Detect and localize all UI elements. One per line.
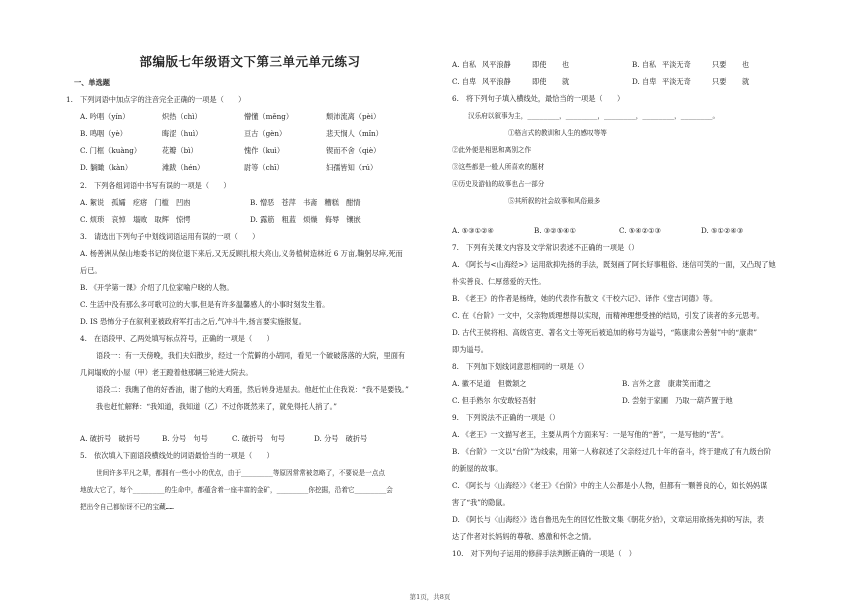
question-1: 1. 下列词语中加点字的注音完全正确的一项是（ ）	[66, 95, 246, 104]
q2-option-a: A. 絮说 孤孀 疙瘩 门槛 凹凼	[80, 198, 191, 207]
q5-option-d: D. 自卑 平淡无奇 只要 就	[632, 77, 750, 86]
q2-option-d: D. 露筋 粗蓝 烦燥 侮辱 镶嵌	[250, 215, 361, 224]
q4-passage-line: 语段二：我瞧了他的好香油，谢了他的大鸡蛋，然后转身进屋去。他赶忙止住我说：“我不是要钱。”	[96, 385, 409, 394]
q6-blank-line: 汉乐府以叙事为主，________，________，________，________，________。	[468, 112, 720, 120]
question-8: 8. 下列加下划线词意思相同的一项是（）	[452, 362, 589, 371]
q9-option-a: A. 《老王》一文描写老王，主要从两个方面来写：一是写他的“善”，一是写他的“苦”。	[452, 430, 729, 439]
q7-option-d: D. 古代王侯将相、高级官吏、著名文士等死后被追加的称号为谥号，“陈康肃公善射”中的“康肃”	[452, 328, 758, 337]
q4-passage-line: 几间塌败的小屋（甲）老王蹬着他那辆三轮进大院去。	[80, 368, 253, 377]
q1-option-b: B. 鸣咽（yè） 晦涩（huì） 亘古（gèn） 悲天悯人（mǐn）	[80, 129, 383, 138]
question-6: 6. 将下列句子填入横线处，最恰当的一项是（ ）	[452, 94, 625, 103]
question-2: 2. 下列各组词语中书写有误的一项是（ ）	[80, 181, 231, 190]
q5-option-a: A. 自私 风平浪静 即使 也	[452, 60, 570, 69]
q8-options-ab: A. 徽不足道 但微颔之 B. 言外之意 康肃笑而遣之	[452, 379, 711, 388]
q7-option-b: B. 《老王》的作者是杨绛，她的代表作有散文《干校六记》、译作《堂吉诃德》等。	[452, 294, 718, 303]
question-5: 5. 依次填入下面语段横线处的词语最恰当的一项是（ ）	[80, 451, 274, 460]
q6-sentence-4: ④历史及游仙的故事也占一部分	[452, 180, 545, 188]
question-3: 3. 请选出下列句子中划线词语运用有误的一项（ ）	[80, 232, 260, 241]
q1-option-a: A. 吟唱（yín） 炽热（chì） 懵懂（měng） 颓沛流离（pèi）	[80, 112, 381, 121]
question-9: 9. 下列说法不正确的一项是（）	[452, 413, 560, 422]
q9-option-b-cont: 的新屋的故事。	[452, 464, 503, 473]
q9-option-b: B. 《台阶》一文以“台阶”为线索，用第一人称叙述了父亲经过几十年的奋斗，终于建成了有九级台阶	[452, 447, 772, 456]
q8-options-cd: C. 但手熟尔 尔安敢轻吾射 D. 尝射于家圃 乃取一葫芦置于地	[452, 396, 733, 405]
q5-passage-line: 世间许多平凡之辈，都拥有一些小小的优点，由于________等原因常常被忽略了，不要说是一点点	[96, 469, 385, 477]
q5-passage-line: 把出令自己都惊讶不已的宝藏……	[80, 503, 174, 511]
q3-option-a-cont: 后已。	[80, 266, 102, 275]
q2-option-c: C. 烦琐 哀悼 塌败 取辉 惊愕	[80, 215, 191, 224]
q5-passage-line: 地放大它了，每个________的生命中，都蕴含着一座丰富的金矿，________你挖掘，沿着它________会	[80, 486, 393, 494]
q6-options: A. ⑤③①②④ B. ③②⑤④① C. ⑤④②①③ D. ⑤①②④③	[452, 226, 744, 235]
q6-sentence-3: ③这些都是一般人所喜欢的题材	[452, 163, 545, 171]
q2-option-b: B. 憎恶 苍萍 书斋 糟糕 酣情	[250, 198, 361, 207]
q4-passage-line: 我也赶忙解释：“我知道，我知道（乙）不过你既然来了，就免得托人捎了。”	[96, 402, 337, 411]
q7-option-d-cont: 即为谥号。	[452, 345, 488, 354]
q6-sentence-5: ⑤其所叙的社会故事和风俗最多	[508, 197, 601, 205]
q3-option-b: B. 《开学第一课》介绍了几位家喻户晓的人物。	[80, 283, 234, 292]
q4-passage-line: 语段一：有一天傍晚，我们夫妇散步，经过一个荒僻的小胡同，看见一个破破落落的大院，里面有	[96, 351, 406, 360]
q7-option-a: A. 《阿长与<山海经>》运用欲抑先扬的手法，既刻画了阿长好事粗俗、迷信可笑的一面，又凸现了她	[452, 260, 776, 269]
q9-option-d-cont: 达了作者对长妈妈的尊敬、感激和怀念之情。	[452, 532, 596, 541]
page-footer: 第1页，共8页	[409, 593, 451, 601]
question-7: 7. 下列有关课文内容及文学常识表述不正确的一项是（）	[452, 243, 639, 252]
q9-option-c: C. 《阿长与〈山海经〉》《老王》《台阶》中的主人公都是小人物，但都有一颗善良的心，如长妈妈谋	[452, 481, 768, 490]
q5-option-b: B. 自私 平淡无奇 只要 也	[632, 60, 750, 69]
section-heading: 一、单选题	[74, 78, 110, 87]
q5-option-c: C. 自卑 风平浪静 即使 就	[452, 77, 570, 86]
q1-option-c: C. 门框（kuàng） 花瓣（bì） 愧作（kuì） 锲而不舍（qiè）	[80, 146, 381, 155]
q7-option-a-cont: 朴实善良、仁厚慈爱的天性。	[452, 277, 546, 286]
question-10: 10. 对下列句子运用的修辞手法判断正确的一项是（ ）	[452, 549, 636, 558]
q9-option-d: D. 《阿长与〈山海经〉》选自鲁迅先生的回忆性散文集《朝花夕拾》，文章运用欲扬先抑的写法，表	[452, 515, 764, 524]
q1-option-d: D. 躺瞰（kàn） 滩跋（hén） 尉等（chī） 妇孺皆知（rú）	[80, 163, 378, 172]
q7-option-c: C. 在《台阶》一文中，父亲物质理想得以实现，而精神理想受挫的结局，引发了读者的多元思考。	[452, 311, 764, 320]
q6-sentence-1: ①格言式的教训和人生的感叹等等	[508, 129, 607, 137]
q4-options: A. 破折号 破折号 B. 分号 句号 C. 破折号 句号 D. 分号 破折号	[80, 434, 368, 443]
q3-option-d: D. IS 恐怖分子在叙利亚被政府军打击之后,气冲斗牛,扬言要实施报复。	[80, 317, 306, 326]
page-title: 部编版七年级语文下第三单元单元练习	[139, 54, 361, 69]
q9-option-c-cont: 害了“我”的隐鼠。	[452, 498, 510, 507]
question-4: 4. 在语段甲、乙两处填写标点符号，正确的一项是（ ）	[80, 334, 274, 343]
q6-sentence-2: ②此外便是相思和离别之作	[452, 146, 532, 154]
q3-option-a: A. 杨善洲从保山地委书记的岗位退下来后,又无反顾扎根大亮山,义务植树造林近 6 万亩,鞠躬尽瘁,死而	[80, 249, 403, 258]
q3-option-c: C. 生活中没有那么多可歌可泣的大事,但是有许多温馨感人的小事时刻发生着。	[80, 300, 330, 309]
